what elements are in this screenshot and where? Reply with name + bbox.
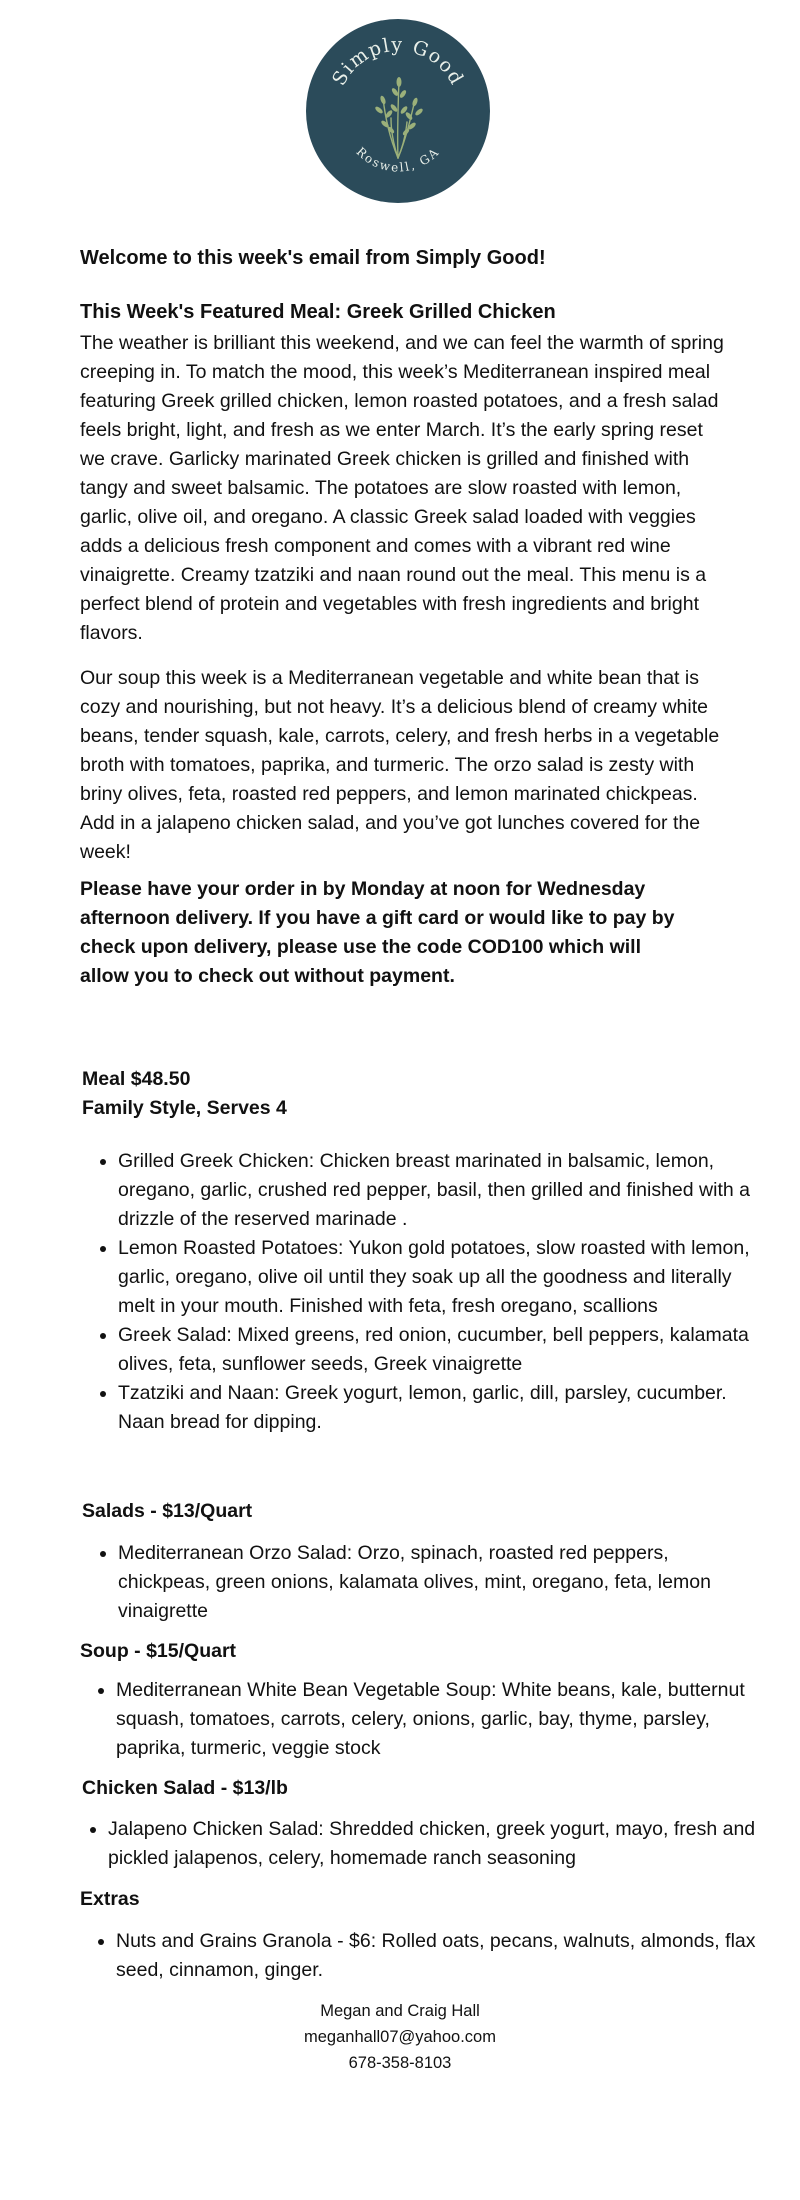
simply-good-logo [305, 18, 491, 204]
salads-heading: Salads - $13/Quart [82, 1500, 253, 1522]
list-item: • Grilled Greek Chicken: Chicken breast marinated in balsamic, lemon, oregano, garlic, crushed red pepper, basil, then grilled and finished with a drizzle of the reserved marinade . [118, 1147, 758, 1234]
featured-meal-title: This Week's Featured Meal: Greek Grilled Chicken [80, 301, 556, 323]
salads-list [82, 1539, 758, 1626]
meal-serves: Family Style, Serves 4 [82, 1097, 287, 1119]
logo-brand-text: Simply Good [327, 33, 469, 90]
extras-list [80, 1927, 756, 1985]
chicken-salad-list [72, 1815, 768, 1873]
soup-list [80, 1676, 756, 1763]
footer-names: Megan and Craig Hall [320, 2002, 480, 2020]
list-item: • Mediterranean Orzo Salad: Orzo, spinach, roasted red peppers, chickpeas, green onions, kalamata olives, mint, oregano, feta, lemon vinaigrette [118, 1539, 758, 1626]
list-item: • Lemon Roasted Potatoes: Yukon gold potatoes, slow roasted with lemon, garlic, oregano, olive oil until they soak up all the goodness and literally melt in your mouth. Finished with feta, fresh oregano, scallions [118, 1234, 758, 1321]
chicken-salad-heading: Chicken Salad - $13/lb [82, 1777, 288, 1799]
extras-heading: Extras [80, 1888, 140, 1910]
welcome-heading: Welcome to this week's email from Simply Good! [80, 247, 546, 269]
logo-badge-icon [305, 18, 491, 204]
list-item: • Mediterranean White Bean Vegetable Soup: White beans, kale, butternut squash, tomatoes, carrots, celery, onions, garlic, bay, thyme, parsley, paprika, turmeric, veggie stock [116, 1676, 756, 1763]
footer-email-link[interactable]: meganhall07@yahoo.com [304, 2028, 496, 2046]
footer-phone: 678-358-8103 [348, 2054, 452, 2072]
list-item: • Greek Salad: Mixed greens, red onion, cucumber, bell peppers, kalamata olives, feta, sunflower seeds, Greek vinaigrette [118, 1321, 758, 1379]
order-deadline-notice: Please have your order in by Monday at noon for Wednesday afternoon delivery. If you have a gift card or would like to pay by check upon delivery, please use the code COD100 which will allow you to check out without payment. [80, 878, 675, 987]
soup-paragraph: Our soup this week is a Mediterranean vegetable and white bean that is cozy and nourishing, but not heavy. It’s a delicious blend of creamy white beans, tender squash, kale, carrots, celery, and fresh herbs in a vegetable broth with tomatoes, paprika, and turmeric. The orzo salad is zesty with briny olives, feta, roasted red peppers, and lemon marinated chickpeas. Add in a jalapeno chicken salad, and you’ve got lunches covered for the week! [80, 667, 720, 863]
intro-paragraph: The weather is brilliant this weekend, and we can feel the warmth of spring creeping in. To match the mood, this week’s Mediterranean inspired meal featuring Greek grilled chicken, lemon roasted potatoes, and a fresh salad feels bright, light, and fresh as we enter March. It’s the early spring reset we crave. Garlicky marinated Greek chicken is grilled and finished with tangy and sweet balsamic. The potatoes are slow roasted with lemon, garlic, olive oil, and oregano. A classic Greek salad loaded with veggies adds a delicious fresh component and comes with a vibrant red wine vinaigrette. Creamy tzatziki and naan round out the meal. This menu is a perfect blend of protein and vegetables with fresh ingredients and bright flavors. [80, 332, 724, 644]
meal-price: Meal $48.50 [82, 1068, 191, 1090]
logo-location-text: Roswell, GA [353, 144, 443, 175]
list-item: • Nuts and Grains Granola - $6: Rolled oats, pecans, walnuts, almonds, flax seed, cinnamon, ginger. [116, 1927, 756, 1985]
list-item: • Jalapeno Chicken Salad: Shredded chicken, greek yogurt, mayo, fresh and pickled jalapenos, celery, homemade ranch seasoning [108, 1815, 768, 1873]
meal-items-list [82, 1147, 758, 1437]
soup-heading: Soup - $15/Quart [80, 1640, 237, 1662]
list-item: • Tzatziki and Naan: Greek yogurt, lemon, garlic, dill, parsley, cucumber. Naan bread for dipping. [118, 1379, 758, 1437]
